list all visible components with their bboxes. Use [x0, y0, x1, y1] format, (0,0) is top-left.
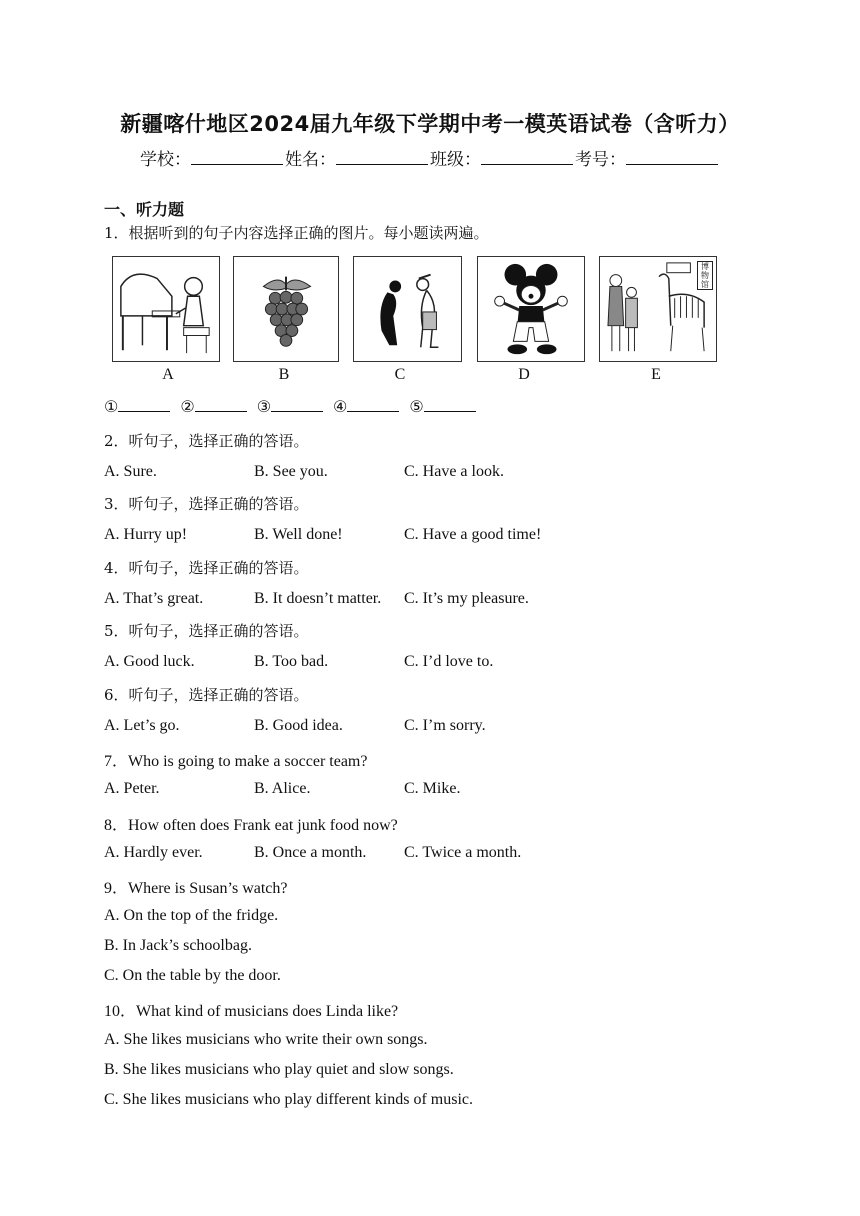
q8-stem: 8．How often does Frank eat junk food now? [104, 817, 398, 834]
q9-stem: 9．Where is Susan’s watch? [104, 880, 288, 897]
blank-marker-3: ③ [256, 399, 272, 416]
picture-label-a: A [162, 366, 174, 383]
q1-picture-row [104, 256, 724, 386]
q5-option-c[interactable]: C. I’d love to. [404, 653, 494, 670]
q5-option-b[interactable]: B. Too bad. [254, 653, 329, 670]
q8-option-a[interactable]: A. Hardly ever. [104, 844, 203, 861]
blank-marker-1: ① [104, 399, 119, 416]
q7-stem: 7．Who is going to make a soccer team? [104, 753, 368, 770]
q6-option-a[interactable]: A. Let’s go. [104, 717, 180, 734]
museum-picture [599, 256, 717, 362]
q3-option-b[interactable]: B. Well done! [254, 526, 343, 543]
q10-option-c[interactable]: C. She likes musicians who play different kinds of music. [104, 1091, 473, 1108]
name-label: 姓名： [285, 150, 336, 170]
picture-label-b: B [278, 366, 290, 383]
q2-option-b[interactable]: B. See you. [254, 463, 328, 480]
section-heading: 一、听力题 [104, 200, 185, 219]
q5-stem: 5．听句子，选择正确的答语。 [104, 622, 309, 640]
blank-marker-2: ② [180, 399, 195, 416]
q10-option-a[interactable]: A. She likes musicians who write their own songs. [104, 1031, 428, 1048]
exam-title: 新疆喀什地区2024届九年级下学期中考一模英语试卷（含听力） [120, 112, 740, 136]
q9-option-c[interactable]: C. On the table by the door. [104, 967, 281, 984]
school-blank[interactable] [191, 148, 283, 165]
q7-option-c[interactable]: C. Mike. [404, 780, 461, 797]
q2-option-c[interactable]: C. Have a look. [404, 463, 504, 480]
museum-sign: 博物馆 [697, 261, 713, 290]
q6-option-c[interactable]: C. I’m sorry. [404, 717, 486, 734]
picture-label-e: E [651, 366, 661, 383]
bowing-picture [353, 256, 462, 362]
grapes-picture [233, 256, 339, 362]
q10-stem: 10．What kind of musicians does Linda like? [104, 1003, 399, 1020]
q9-option-b[interactable]: B. In Jack’s schoolbag. [104, 937, 252, 954]
picture-label-d: D [518, 366, 530, 383]
mickey-picture [477, 256, 585, 362]
q10-option-b[interactable]: B. She likes musicians who play quiet and slow songs. [104, 1061, 454, 1078]
class-blank[interactable] [481, 148, 573, 165]
q4-stem: 4．听句子，选择正确的答语。 [104, 559, 309, 577]
student-info-line [0, 145, 860, 170]
q6-option-b[interactable]: B. Good idea. [254, 717, 343, 734]
answer-blank-5[interactable] [424, 397, 476, 412]
piano-illustration [113, 257, 219, 361]
answer-blank-4[interactable] [347, 397, 399, 412]
q7-option-b[interactable]: B. Alice. [254, 780, 311, 797]
blank-marker-4: ④ [333, 399, 348, 416]
number-blank[interactable] [626, 148, 718, 165]
q4-option-a[interactable]: A. That’s great. [104, 590, 204, 607]
q2-option-a[interactable]: A. Sure. [104, 463, 157, 480]
mickey-mouse-illustration [478, 257, 584, 361]
q3-option-a[interactable]: A. Hurry up! [104, 526, 188, 543]
q3-stem: 3．听句子，选择正确的答语。 [104, 495, 309, 513]
bowing-illustration [354, 257, 461, 361]
q2-stem: 2．听句子，选择正确的答语。 [104, 432, 309, 450]
number-label: 考号： [575, 150, 626, 170]
q1-stem: 1．根据听到的句子内容选择正确的图片。每小题读两遍。 [104, 224, 489, 242]
q1-answer-blanks [104, 397, 486, 417]
q8-option-c[interactable]: C. Twice a month. [404, 844, 522, 861]
picture-label-c: C [394, 366, 406, 383]
answer-blank-3[interactable] [271, 397, 323, 412]
blank-marker-5: ⑤ [409, 399, 424, 416]
q7-option-a[interactable]: A. Peter. [104, 780, 160, 797]
name-blank[interactable] [336, 148, 428, 165]
grapes-illustration [234, 257, 338, 361]
answer-blank-1[interactable] [118, 397, 170, 412]
school-label: 学校： [140, 150, 191, 170]
q5-option-a[interactable]: A. Good luck. [104, 653, 195, 670]
q6-stem: 6．听句子，选择正确的答语。 [104, 686, 309, 704]
q4-option-c[interactable]: C. It’s my pleasure. [404, 590, 529, 607]
class-label: 班级： [430, 150, 481, 170]
q9-option-a[interactable]: A. On the top of the fridge. [104, 907, 279, 924]
q8-option-b[interactable]: B. Once a month. [254, 844, 367, 861]
answer-blank-2[interactable] [195, 397, 247, 412]
piano-picture [112, 256, 220, 362]
q4-option-b[interactable]: B. It doesn’t matter. [254, 590, 382, 607]
q3-option-c[interactable]: C. Have a good time! [404, 526, 542, 543]
